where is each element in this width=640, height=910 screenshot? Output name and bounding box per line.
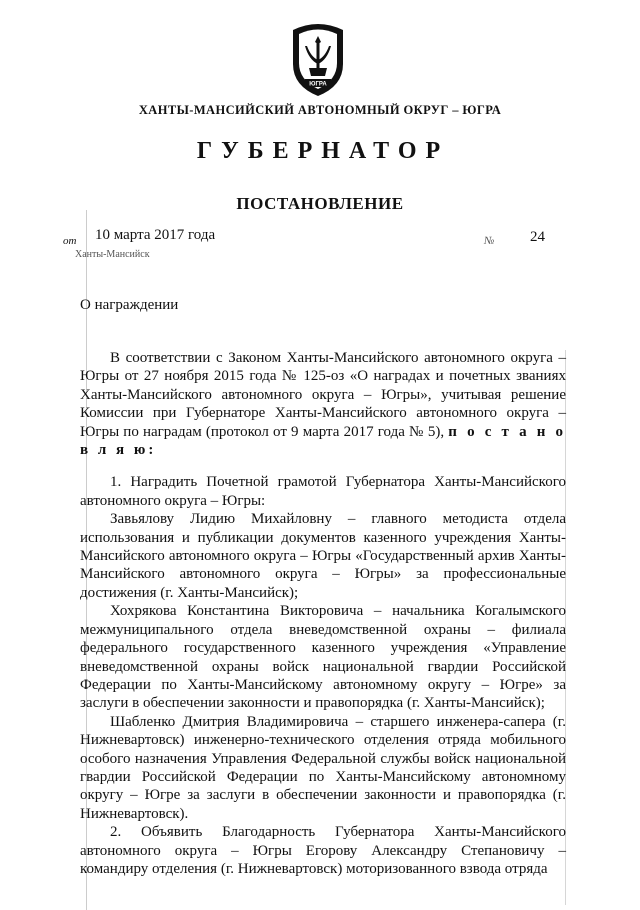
document-city: Ханты-Мансийск [75,249,150,260]
coat-of-arms-emblem [285,20,351,98]
date-prefix: от [63,235,77,247]
document-type: ПОСТАНОВЛЕНИЕ [236,194,404,213]
item-2-paragraph: 2. Объявить Благодарность Губернатора Ханты-Мансийского автономного округа – Югры Егорову Александру Степановичу – командиру отделения (г. Нижневартовск) моторизованного взвода отряда [80,824,566,877]
svg-text:ЮГРА: ЮГРА [309,81,327,88]
document-subject: О награждении [80,297,179,313]
intro-paragraph: В соответствии с Законом Ханты-Мансийского автономного округа – Югры от 27 ноября 2015 года № 125-оз «О наградах и почетных званиях Ханты-Мансийского автономного округа – Югры», учитывая решение Комиссии при Губернаторе Ханты-Мансийского автономного округа – Югры по наградам (протокол от 9 марта 2017 года № 5), п о с т а н о в л я ю: [80,350,567,459]
award-person-1: Завьялову Лидию Михайловну – главного методиста отдела использования и публикации документов казенного учреждения Ханты-Мансийского автономного округа – Югры «Государственный архив Ханты-Мансийского автономного округа – Югры» за профессиональные достижения (г. Ханты-Мансийск); [80,511,566,601]
number-sign: № [484,235,495,247]
resolve-word: п о с т а н о в л я ю [80,423,567,459]
document-body [80,349,566,878]
award-person-3: Шабленко Дмитрия Владимировича – старшего инженера-сапера (г. Нижневартовск) инженерно-технического отделения отряда мобильного особого назначения Управления Федеральной службы войск национальной гвардии Российской Федерации по Ханты-Мансийскому автономному округу – Югре за заслуги в обеспечении законности и правопорядка (г. Нижневартовск). [80,713,566,822]
document-date: 10 марта 2017 года [95,227,216,243]
document-number: 24 [530,229,545,245]
region-name: ХАНТЫ-МАНСИЙСКИЙ АВТОНОМНЫЙ ОКРУГ – ЮГРА [138,103,502,117]
document-authority: ГУБЕРНАТОР [196,138,450,164]
item-1-paragraph: 1. Наградить Почетной грамотой Губернатора Ханты-Мансийского автономного округа – Югры: [80,474,566,509]
award-person-2: Хохрякова Константина Викторовича – начальника Когалымского межмуниципального отдела вневедомственной охраны – филиала федерального государственного казенного учреждения «Управление вневедомственной охраны войск национальной гвардии Российской Федерации по Ханты-Мансийскому автономному округу – Югре» за заслуги в обеспечении законности и правопорядка (г. Ханты-Мансийск); [80,603,566,712]
